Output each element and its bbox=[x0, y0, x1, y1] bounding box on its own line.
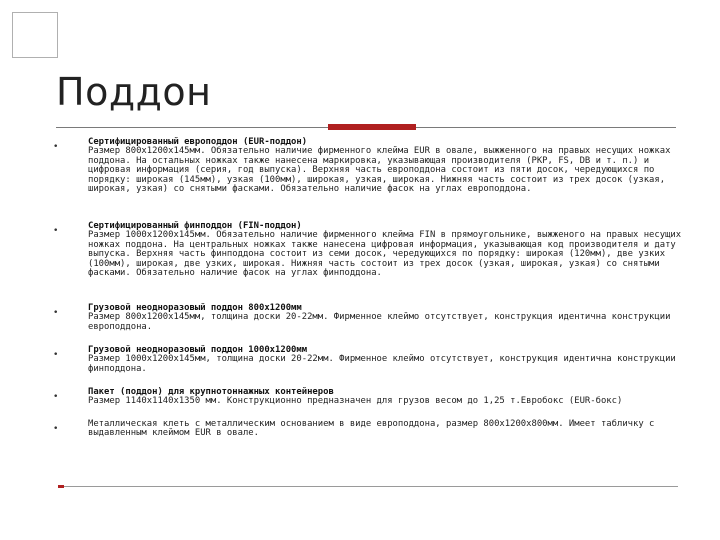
slide-title: Поддон bbox=[56, 70, 212, 114]
item-text: Размер 1140x1140x1350 мм. Конструкционно предназначен для грузов весом до 1,25 т.Евробокс (EUR-бокс) bbox=[88, 396, 623, 407]
title-accent-bar bbox=[328, 124, 416, 130]
item-heading: Сертифицированный финподдон (FIN-поддон) bbox=[88, 221, 302, 231]
footer-accent bbox=[58, 485, 64, 488]
item-heading: Грузовой неодноразовый поддон 800x1200мм bbox=[88, 303, 302, 313]
item-heading: Сертифицированный европоддон (EUR-поддон) bbox=[88, 137, 308, 147]
list-item bbox=[52, 346, 682, 374]
footer-rule bbox=[58, 486, 678, 487]
item-text: Металлическая клеть с металлическим основанием в виде европоддона, размер 800x1200x800мм. Имеет табличку с выдавленным клеймом EUR в овале. bbox=[88, 419, 655, 439]
item-text: Размер 800x1200x145мм. Обязательно наличие фирменного клейма EUR в овале, выжженного на правых несущих ножках поддона. На остальных ножках также нанесена маркировка, указывающая производителя (PKP, FS, DB и т. п.) и цифровая информация (серия, год выпуска). Верхняя часть европоддона состоит из пяти досок, чередующихся по порядку: широкая (145мм), узкая (100мм), широкая, узкая, широкая. Нижняя часть состоит из трех досок (узкая, широкая, узкая) со снятыми фасками. Обязательно наличие фасок на углах европоддона. bbox=[88, 146, 671, 195]
decorative-square bbox=[12, 12, 58, 58]
bullet-icon: • bbox=[53, 142, 59, 152]
bullet-icon: • bbox=[53, 350, 59, 360]
bullet-icon: • bbox=[53, 226, 59, 236]
bullet-icon: • bbox=[53, 392, 59, 402]
list-item bbox=[52, 222, 682, 278]
item-text: Размер 1000x1200x145мм. Обязательно наличие фирменного клейма FIN в прямоугольнике, выжженого на правых несущих ножках поддона. На центральных ножках также нанесена цифровая информация, указывающая код производителя и дату выпуска. Верхняя часть финподдона состоит из семи досок, чередующихся по порядку: широкая (120мм), две узких (100мм), широкая, две узких, широкая. Нижняя часть состоит из трех досок (узкая, широкая, узкая) со снятыми фасками. Обязательно наличие фасок на углах финподдона. bbox=[88, 230, 682, 279]
item-text: Размер 1000x1200x145мм, толщина доски 20-22мм. Фирменное клеймо отсутствует, конструкция идентична конструкции финподдона. bbox=[88, 354, 676, 374]
list-item bbox=[52, 420, 682, 439]
list-item bbox=[52, 304, 682, 332]
item-heading: Грузовой неодноразовый поддон 1000x1200мм bbox=[88, 345, 308, 355]
list-item bbox=[52, 388, 682, 407]
item-text: Размер 800x1200x145мм, толщина доски 20-22мм. Фирменное клеймо отсутствует, конструкция идентична конструкции европоддона. bbox=[88, 312, 671, 332]
bullet-icon: • bbox=[53, 308, 59, 318]
item-heading: Пакет (поддон) для крупнотоннажных контейнеров bbox=[88, 387, 334, 397]
list-item bbox=[52, 138, 682, 194]
bullet-icon: • bbox=[53, 424, 59, 434]
